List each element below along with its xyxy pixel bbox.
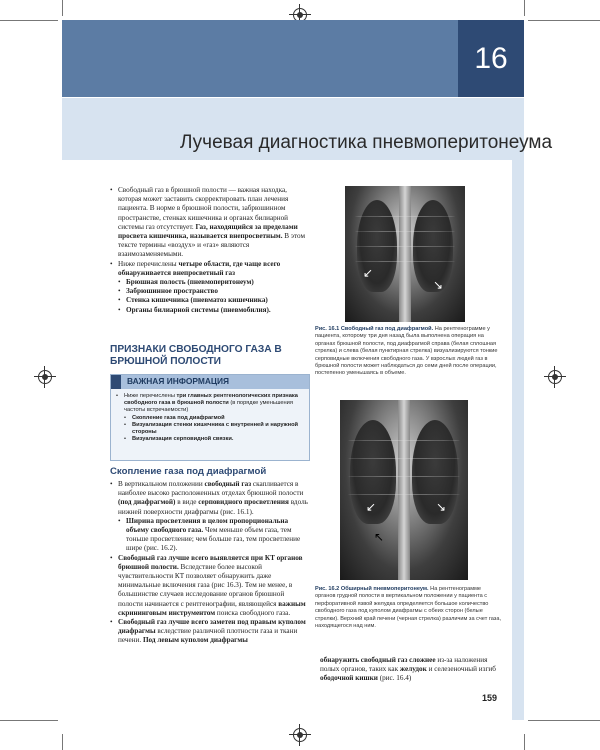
crop-mark: [0, 720, 58, 721]
chapter-number: 16: [458, 20, 524, 97]
xray-rib: [348, 494, 460, 495]
xray-rib: [355, 261, 455, 262]
crop-mark: [528, 20, 600, 21]
intro-bullet: • Ниже перечислены четыре области, где чаще всего обнаруживается внепросветный газ: [110, 260, 310, 278]
intro-bullet: • Свободный газ в брюшной полости — важная находка, которая может заставить скорректировать план лечения пациента. В норме в брюшной полости, забрюшинном пространстве, стенках кишечника и органах билиарной системы газ отсутствует. Газ, находящийся за пределами просвета кишечника, называется внепросветным. В этом тексте термины «воздух» и «газ» являются взаимозаменяемыми.: [110, 186, 310, 260]
crop-mark: [62, 734, 63, 750]
xray-rib: [348, 458, 460, 459]
arrow-icon: ↙: [366, 500, 377, 514]
arrow-icon: ↘: [436, 500, 447, 514]
arrow-icon: ↘: [433, 278, 444, 292]
side-margin-strip: [512, 160, 524, 720]
xray-rib: [355, 246, 455, 247]
arrow-icon: ↖: [374, 530, 385, 544]
registration-mark-left: [38, 370, 52, 384]
crop-mark: [528, 720, 600, 721]
body-sub-bullet: • Ширина просветления в целом пропорциональна объему свободного газа. Чем меньше объем газа, тем тоньше просветление; чем больше газ, тем просветление шире (рис. 16.2).: [110, 517, 310, 554]
continuation-paragraph: обнаружить свободный газ сложнее из-за наложения полых органов, таких как желудок и селезеночный изгиб ободочной кишки (рис. 16.4): [320, 656, 496, 683]
figure-16-1-caption: Рис. 16.1 Свободный газ под диафрагмой. На рентгенограмме у пациента, которому три дня назад была выполнена операция на органах брюшной полости, под диафрагмой справа (белая сплошная стрелка) и слева (белая пунктирная стрелка) визуализируются тонкие серповидные включения свободного газа. У взрослых людей газ в брюшной полости может наблюдаться до семи дней после операции, постепенно уменьшаясь в объеме.: [315, 326, 498, 377]
figure-16-1-xray: [345, 186, 465, 322]
xray-rib: [355, 216, 455, 217]
info-box-item: • Визуализация серповидной связки.: [116, 436, 304, 443]
xray-spine: [398, 400, 410, 580]
continuation-text: [320, 656, 500, 684]
crop-mark: [62, 0, 63, 16]
info-box-tab: [111, 375, 121, 389]
chapter-header-band: [62, 20, 458, 97]
xray-spine: [399, 186, 411, 322]
section-heading: ПРИЗНАКИ СВОБОДНОГО ГАЗА В БРЮШНОЙ ПОЛОСТИ: [110, 344, 282, 367]
area-item: • Органы билиарной системы (пневмобилия).: [110, 306, 310, 315]
info-box-item: • Визуализация стенки кишечника с внутренней и наружной стороны: [116, 422, 304, 436]
important-info-box: [110, 374, 310, 461]
body-bullet: • Свободный газ лучше всего заметен под правым куполом диафрагмы вследствие различной плотности газа и ткани печени. Под левым куполом диафрагмы: [110, 618, 310, 646]
xray-lung-right: [412, 420, 458, 524]
figure-16-2-xray: [340, 400, 468, 580]
registration-mark-right: [548, 370, 562, 384]
crop-mark: [0, 20, 58, 21]
info-box-body: [116, 393, 304, 443]
subsection-text: [110, 480, 310, 646]
info-box-header: [111, 375, 309, 389]
area-item: • Брюшная полость (пневмоперитонеум): [110, 278, 310, 287]
xray-rib: [355, 231, 455, 232]
chapter-title: Лучевая диагностика пневмоперитонеума: [180, 132, 553, 153]
registration-mark-bottom: [293, 728, 307, 742]
intro-text: [110, 186, 310, 315]
info-box-item: • Скопление газа под диафрагмой: [116, 415, 304, 422]
xray-rib: [348, 476, 460, 477]
body-bullet: • В вертикальном положении свободный газ скапливается в наиболее высоко расположенных отделах брюшной полости (под диафрагмой) в виде серповидного просветления вдоль нижней поверхности диафрагмы (рис. 16.1).: [110, 480, 310, 517]
subsection-heading: Скопление газа под диафрагмой: [110, 466, 267, 477]
info-box-title: ВАЖНАЯ ИНФОРМАЦИЯ: [127, 376, 230, 386]
arrow-icon: ↙: [363, 266, 374, 280]
figure-16-2-caption: Рис. 16.2 Обширный пневмоперитонеум. На рентгенограмме органов грудной полости в вертикальном положении у пациента с перфоративной язвой желудка определяется большое количество свободного газа под куполом диафрагмы с обеих сторон (белые стрелки). Верхний край печени (черная стрелка) различим за счет газа, находящегося над ним.: [315, 586, 502, 630]
xray-rib: [348, 440, 460, 441]
area-item: • Забрюшинное пространство: [110, 287, 310, 296]
area-item: • Стенка кишечника (пневматоз кишечника): [110, 296, 310, 305]
crop-mark: [524, 734, 525, 750]
page-number: 159: [482, 693, 498, 703]
crop-mark: [524, 0, 525, 16]
info-box-lead: • Ниже перечислены три главных рентгенологических признака свободного газа в брюшной полости (в порядке уменьшения частоты встречаемости): [116, 393, 304, 415]
body-bullet: • Свободный газ лучше всего выявляется при КТ органов брюшной полости. Вследствие более высокой чувствительности КТ позволяет обнаружить даже минимальные включения газа (рис 16.3). Тем не менее, в большинстве случаев исследование органов брюшной полости начинается с рентгенографии, являющейся важным скрининговым инструментом поиска свободного газа.: [110, 554, 310, 618]
